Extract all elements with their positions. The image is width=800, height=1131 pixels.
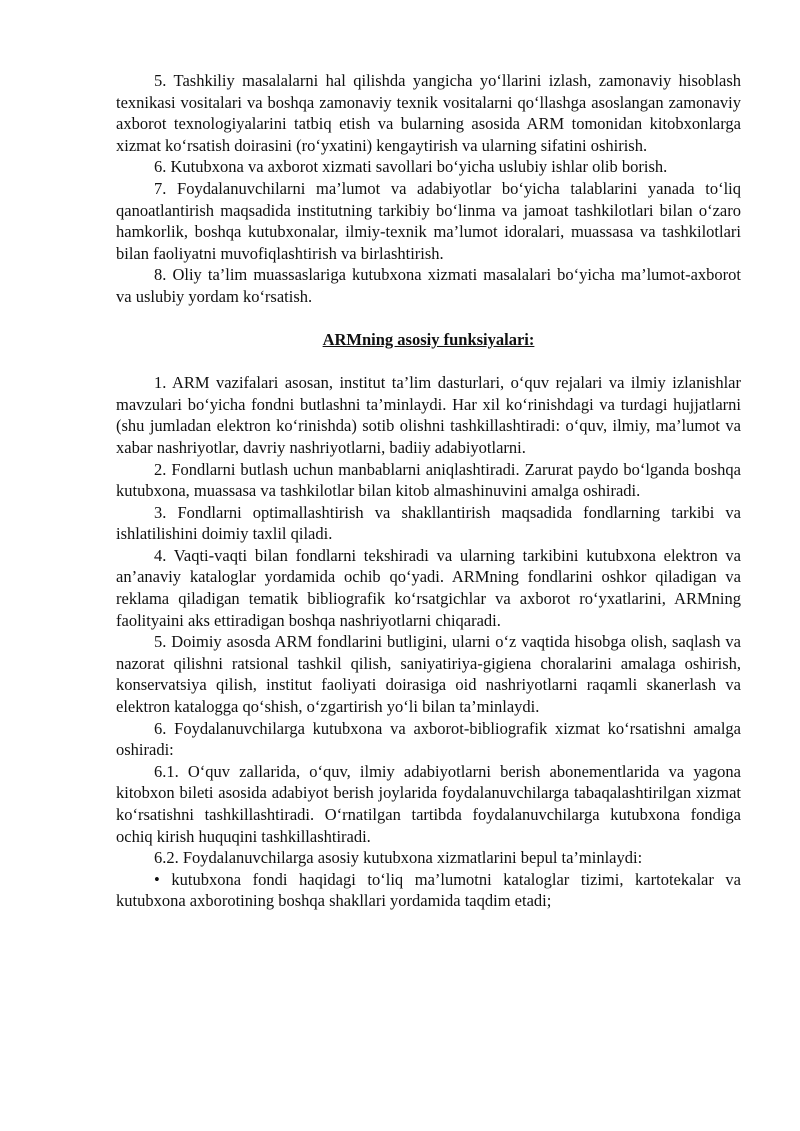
function-paragraph-4: 4. Vaqti-vaqti bilan fondlarni tekshiradi va ularning tarkibini kutubxona elektron va an’anaviy kataloglar yordamida ochib qo‘yadi. ARMning fondlarini oshkor qiladigan va reklama qiladigan tematik bibliografik ko‘rsatgichlar va axborot ro‘yxatlarini, ARMning faolityaini aks ettiradigan boshqa nashriyotlarni chiqaradi. [116,545,741,630]
task-paragraph-6: 6. Kutubxona va axborot xizmati savollari bo‘yicha uslubiy ishlar olib borish. [154,157,668,177]
task-paragraph-7: 7. Foydalanuvchilarni ma’lumot va adabiyotlar bo‘yicha talablarini yanada to‘liq qanoatlantirish maqsadida institutning tarkibiy bo‘linma va jamoat tashkilotlari bilan o‘zaro hamkorlik, boshqa kutubxonalar, ilmiy-texnik ma’lumot idoralari, muassasa va tashkilotlari bilan faoliyatni muvofiqlashtirish va birlashtirish. [116,178,741,263]
function-paragraph-5: 5. Doimiy asosda ARM fondlarini butligini, ularni o‘z vaqtida hisobga olish, saqlash va nazorat qilishni ratsional tashkil qilish, saniyatiriya-gigiena choralarini amalaga oshirish, konservatsiya qilish, institut faoliyati doirasiga oid nashriyotlarni raqamli skanerlash va elektron katalogga qo‘shish, o‘zgartirish yo‘li bilan ta’minlaydi. [116,632,741,717]
function-paragraph-6-1: 6.1. O‘quv zallarida, o‘quv, ilmiy adabiyotlarni berish abonementlarida va yagona kitobxon bileti asosida adabiyot berish joylarida foydalanuvchilarga tabaqalashtirilgan xizmat ko‘rsatishni tashkillashtiradi. O‘rnatilgan tartibda foydalanuvchilarga kutubxona fondiga ochiq kirish huquqini tashkillashtiradi. [116,761,741,846]
bullet-item: • kutubxona fondi haqidagi to‘liq ma’lumotni kataloglar tizimi, kartotekalar va kutubxona axborotining boshqa shakllari yordamida taqdim etadi; [116,869,741,911]
function-paragraph-3: 3. Fondlarni optimallashtirish va shakllantirish maqsadida fondlarning tarkibi va ishlatilishini doimiy taxlil qiladi. [116,502,741,544]
function-paragraph-1: 1. ARM vazifalari asosan, institut ta’lim dasturlari, o‘quv rejalari va ilmiy izlanishlar mavzulari bo‘yicha fondni butlashni ta’minlaydi. Har xil ko‘rinishdagi va turdagi hujjatlarni (shu jumladan elektron ko‘rinishda) sotib olishni tashkillashtiradi: o‘quv, ilmiy, ma’lumot va xabar nashriyotlar, davriy nashriyotlarni, badiiy adabiyotlarni. [116,373,741,457]
document-page [116,70,741,912]
function-paragraph-6-2: 6.2. Foydalanuvchilarga asosiy kutubxona xizmatlarini bepul ta’minlaydi: [154,848,643,868]
task-paragraph-8: 8. Oliy ta’lim muassaslariga kutubxona xizmati masalalari bo‘yicha ma’lumot-axborot va uslubiy yordam ko‘rsatish. [116,265,741,306]
function-paragraph-2: 2. Fondlarni butlash uchun manbablarni aniqlashtiradi. Zarurat paydo bo‘lganda boshqa kutubxona, muassasa va tashkilotlar bilan kitob almashinuvini amalga oshiradi. [116,459,741,501]
function-paragraph-6: 6. Foydalanuvchilarga kutubxona va axborot-bibliografik xizmat ko‘rsatishni amalga oshiradi: [116,718,741,760]
task-paragraph-5: 5. Tashkiliy masalalarni hal qilishda yangicha yo‘llarini izlash, zamonaviy hisoblash texnikasi vositalari va boshqa zamonaviy texnik vositalarni qo‘llashga asoslangan zamonaviy axborot texnologiyalarini tatbiq etish va bularning asosida ARM tomonidan kitobxonlarga xizmat ko‘rsatish doirasini (ro‘yxatini) kengaytirish va ularning sifatini oshirish. [116,71,741,155]
section-heading: ARMning asosiy funksiyalari: [322,329,535,349]
